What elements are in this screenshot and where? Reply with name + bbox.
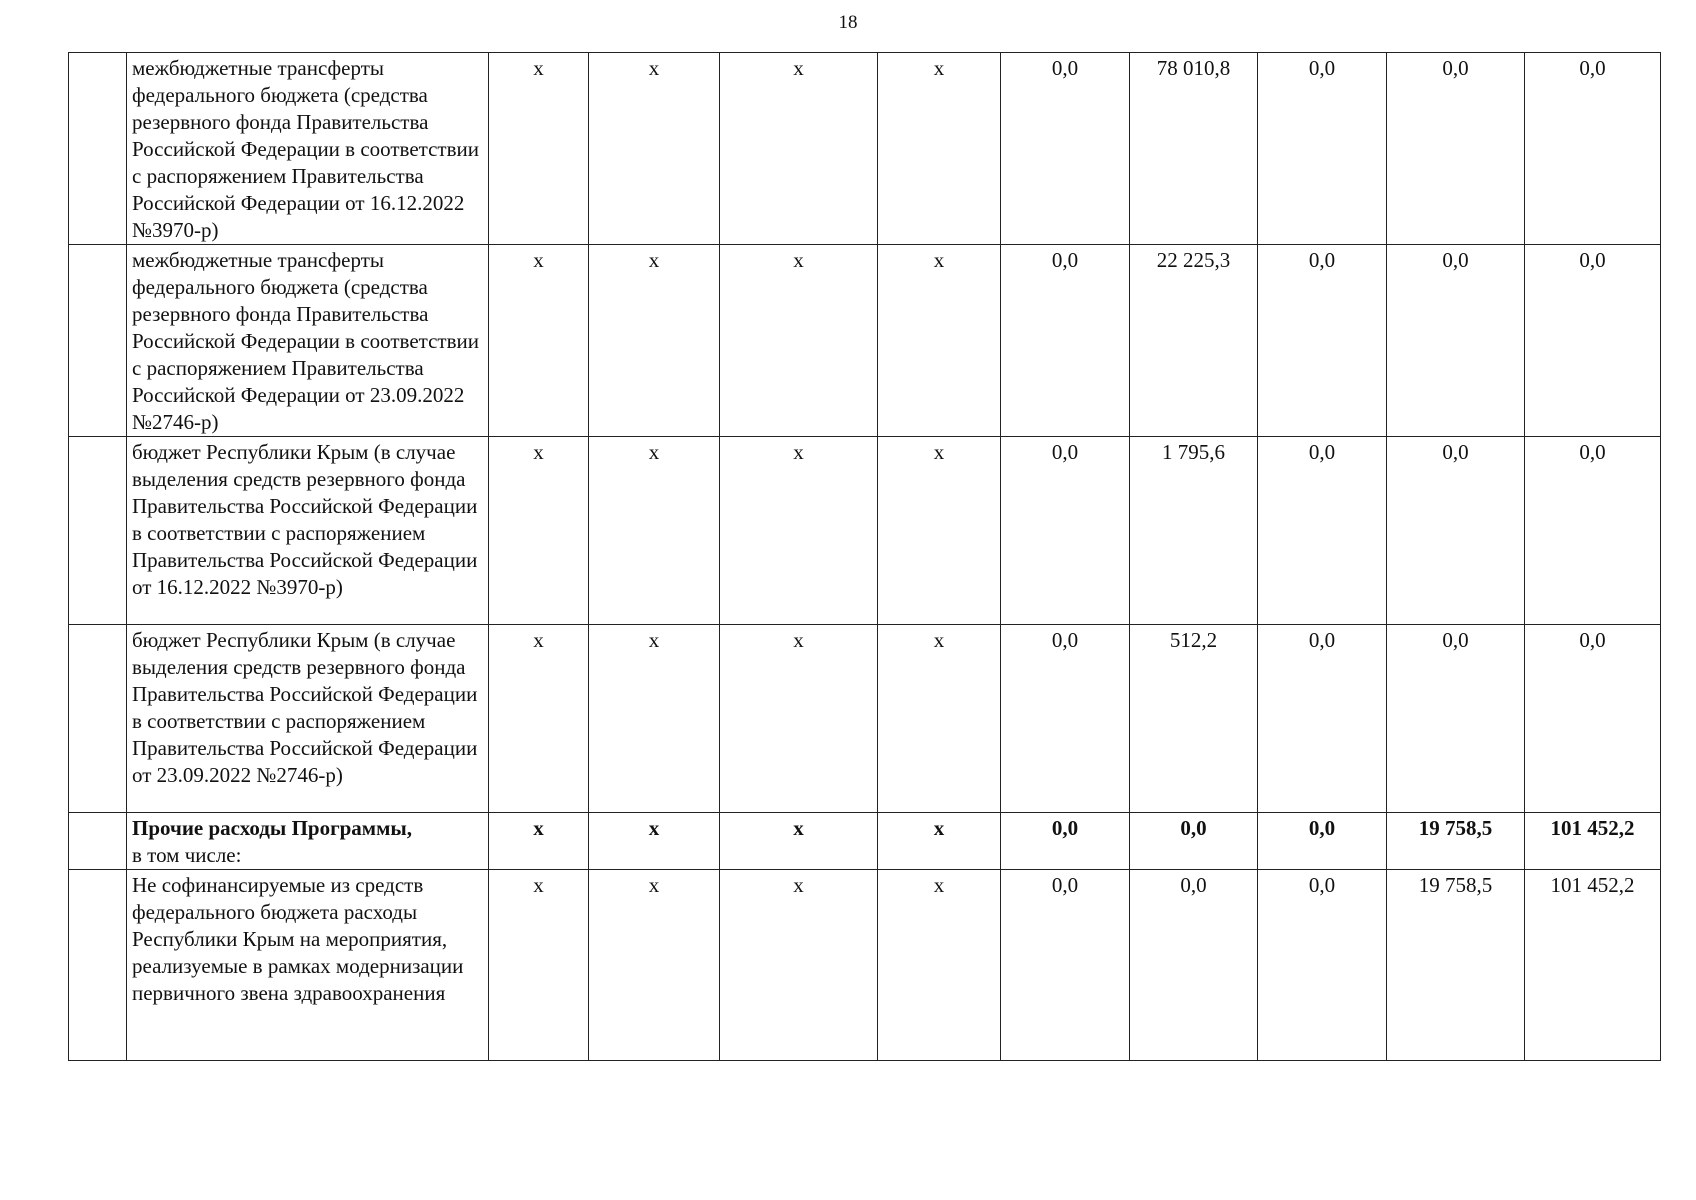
value-cell: х bbox=[720, 53, 878, 245]
value-cell: х bbox=[489, 625, 589, 813]
value-cell: 0,0 bbox=[1258, 245, 1387, 437]
value-cell: 0,0 bbox=[1001, 870, 1130, 1061]
value-cell: 78 010,8 bbox=[1130, 53, 1258, 245]
section-subtitle: в том числе: bbox=[132, 843, 242, 867]
value-cell: 0,0 bbox=[1525, 437, 1661, 625]
value-cell: х bbox=[489, 53, 589, 245]
value-cell: 22 225,3 bbox=[1130, 245, 1258, 437]
value-cell: х bbox=[878, 437, 1001, 625]
value-cell: х bbox=[489, 245, 589, 437]
value-cell: 0,0 bbox=[1387, 53, 1525, 245]
value-cell: 19 758,5 bbox=[1387, 813, 1525, 870]
description-cell: межбюджетные трансферты федерального бюджета (средства резервного фонда Правительства Российской Федерации в соответствии с распоряжением Правительства Российской Федерации от 16.12.2022 №3970-р) bbox=[127, 53, 489, 245]
table-row bbox=[69, 437, 1661, 625]
value-cell: 0,0 bbox=[1258, 437, 1387, 625]
row-number-cell bbox=[69, 813, 127, 870]
row-number-cell bbox=[69, 870, 127, 1061]
value-cell: 101 452,2 bbox=[1525, 813, 1661, 870]
table-row bbox=[69, 870, 1661, 1061]
value-cell: х bbox=[720, 245, 878, 437]
value-cell: 0,0 bbox=[1258, 813, 1387, 870]
value-cell: х bbox=[489, 437, 589, 625]
table-row bbox=[69, 53, 1661, 245]
row-number-cell bbox=[69, 53, 127, 245]
value-cell: х bbox=[489, 870, 589, 1061]
value-cell: 0,0 bbox=[1001, 813, 1130, 870]
value-cell: 0,0 bbox=[1525, 245, 1661, 437]
value-cell: 0,0 bbox=[1258, 625, 1387, 813]
description-cell: бюджет Республики Крым (в случае выделения средств резервного фонда Правительства Российской Федерации в соответствии с распоряжением Правительства Российской Федерации от 23.09.2022 №2746-р) bbox=[127, 625, 489, 813]
value-cell: х bbox=[878, 245, 1001, 437]
value-cell: х bbox=[878, 53, 1001, 245]
row-number-cell bbox=[69, 437, 127, 625]
description-cell: Не софинансируемые из средств федерального бюджета расходы Республики Крым на мероприятия, реализуемые в рамках модернизации первичного звена здравоохранения bbox=[127, 870, 489, 1061]
value-cell: х bbox=[720, 625, 878, 813]
budget-table bbox=[68, 52, 1661, 1061]
value-cell: х bbox=[589, 437, 720, 625]
value-cell: х bbox=[589, 245, 720, 437]
row-number-cell bbox=[69, 245, 127, 437]
description-cell: бюджет Республики Крым (в случае выделения средств резервного фонда Правительства Российской Федерации в соответствии с распоряжением Правительства Российской Федерации от 16.12.2022 №3970-р) bbox=[127, 437, 489, 625]
value-cell: 0,0 bbox=[1001, 53, 1130, 245]
value-cell: х bbox=[589, 813, 720, 870]
value-cell: 0,0 bbox=[1001, 625, 1130, 813]
section-title: Прочие расходы Программы, bbox=[132, 816, 413, 840]
value-cell: 1 795,6 bbox=[1130, 437, 1258, 625]
value-cell: 0,0 bbox=[1001, 245, 1130, 437]
table-row bbox=[69, 245, 1661, 437]
description-cell: межбюджетные трансферты федерального бюджета (средства резервного фонда Правительства Российской Федерации в соответствии с распоряжением Правительства Российской Федерации от 23.09.2022 №2746-р) bbox=[127, 245, 489, 437]
table-row bbox=[69, 625, 1661, 813]
value-cell: х bbox=[720, 437, 878, 625]
section-header-row bbox=[69, 813, 1661, 870]
value-cell: х bbox=[589, 53, 720, 245]
value-cell: 0,0 bbox=[1525, 53, 1661, 245]
value-cell: 0,0 bbox=[1525, 625, 1661, 813]
value-cell: 0,0 bbox=[1387, 437, 1525, 625]
value-cell: 0,0 bbox=[1387, 245, 1525, 437]
section-title-cell bbox=[127, 813, 489, 870]
value-cell: 0,0 bbox=[1130, 813, 1258, 870]
value-cell: х bbox=[878, 870, 1001, 1061]
value-cell: х bbox=[589, 870, 720, 1061]
value-cell: 0,0 bbox=[1387, 625, 1525, 813]
value-cell: х bbox=[720, 813, 878, 870]
value-cell: х bbox=[720, 870, 878, 1061]
page-number: 18 bbox=[838, 12, 858, 33]
value-cell: 19 758,5 bbox=[1387, 870, 1525, 1061]
value-cell: 512,2 bbox=[1130, 625, 1258, 813]
value-cell: 0,0 bbox=[1130, 870, 1258, 1061]
value-cell: 0,0 bbox=[1001, 437, 1130, 625]
row-number-cell bbox=[69, 625, 127, 813]
value-cell: 101 452,2 bbox=[1525, 870, 1661, 1061]
value-cell: х bbox=[589, 625, 720, 813]
value-cell: 0,0 bbox=[1258, 870, 1387, 1061]
value-cell: х bbox=[878, 625, 1001, 813]
value-cell: х bbox=[489, 813, 589, 870]
value-cell: х bbox=[878, 813, 1001, 870]
value-cell: 0,0 bbox=[1258, 53, 1387, 245]
